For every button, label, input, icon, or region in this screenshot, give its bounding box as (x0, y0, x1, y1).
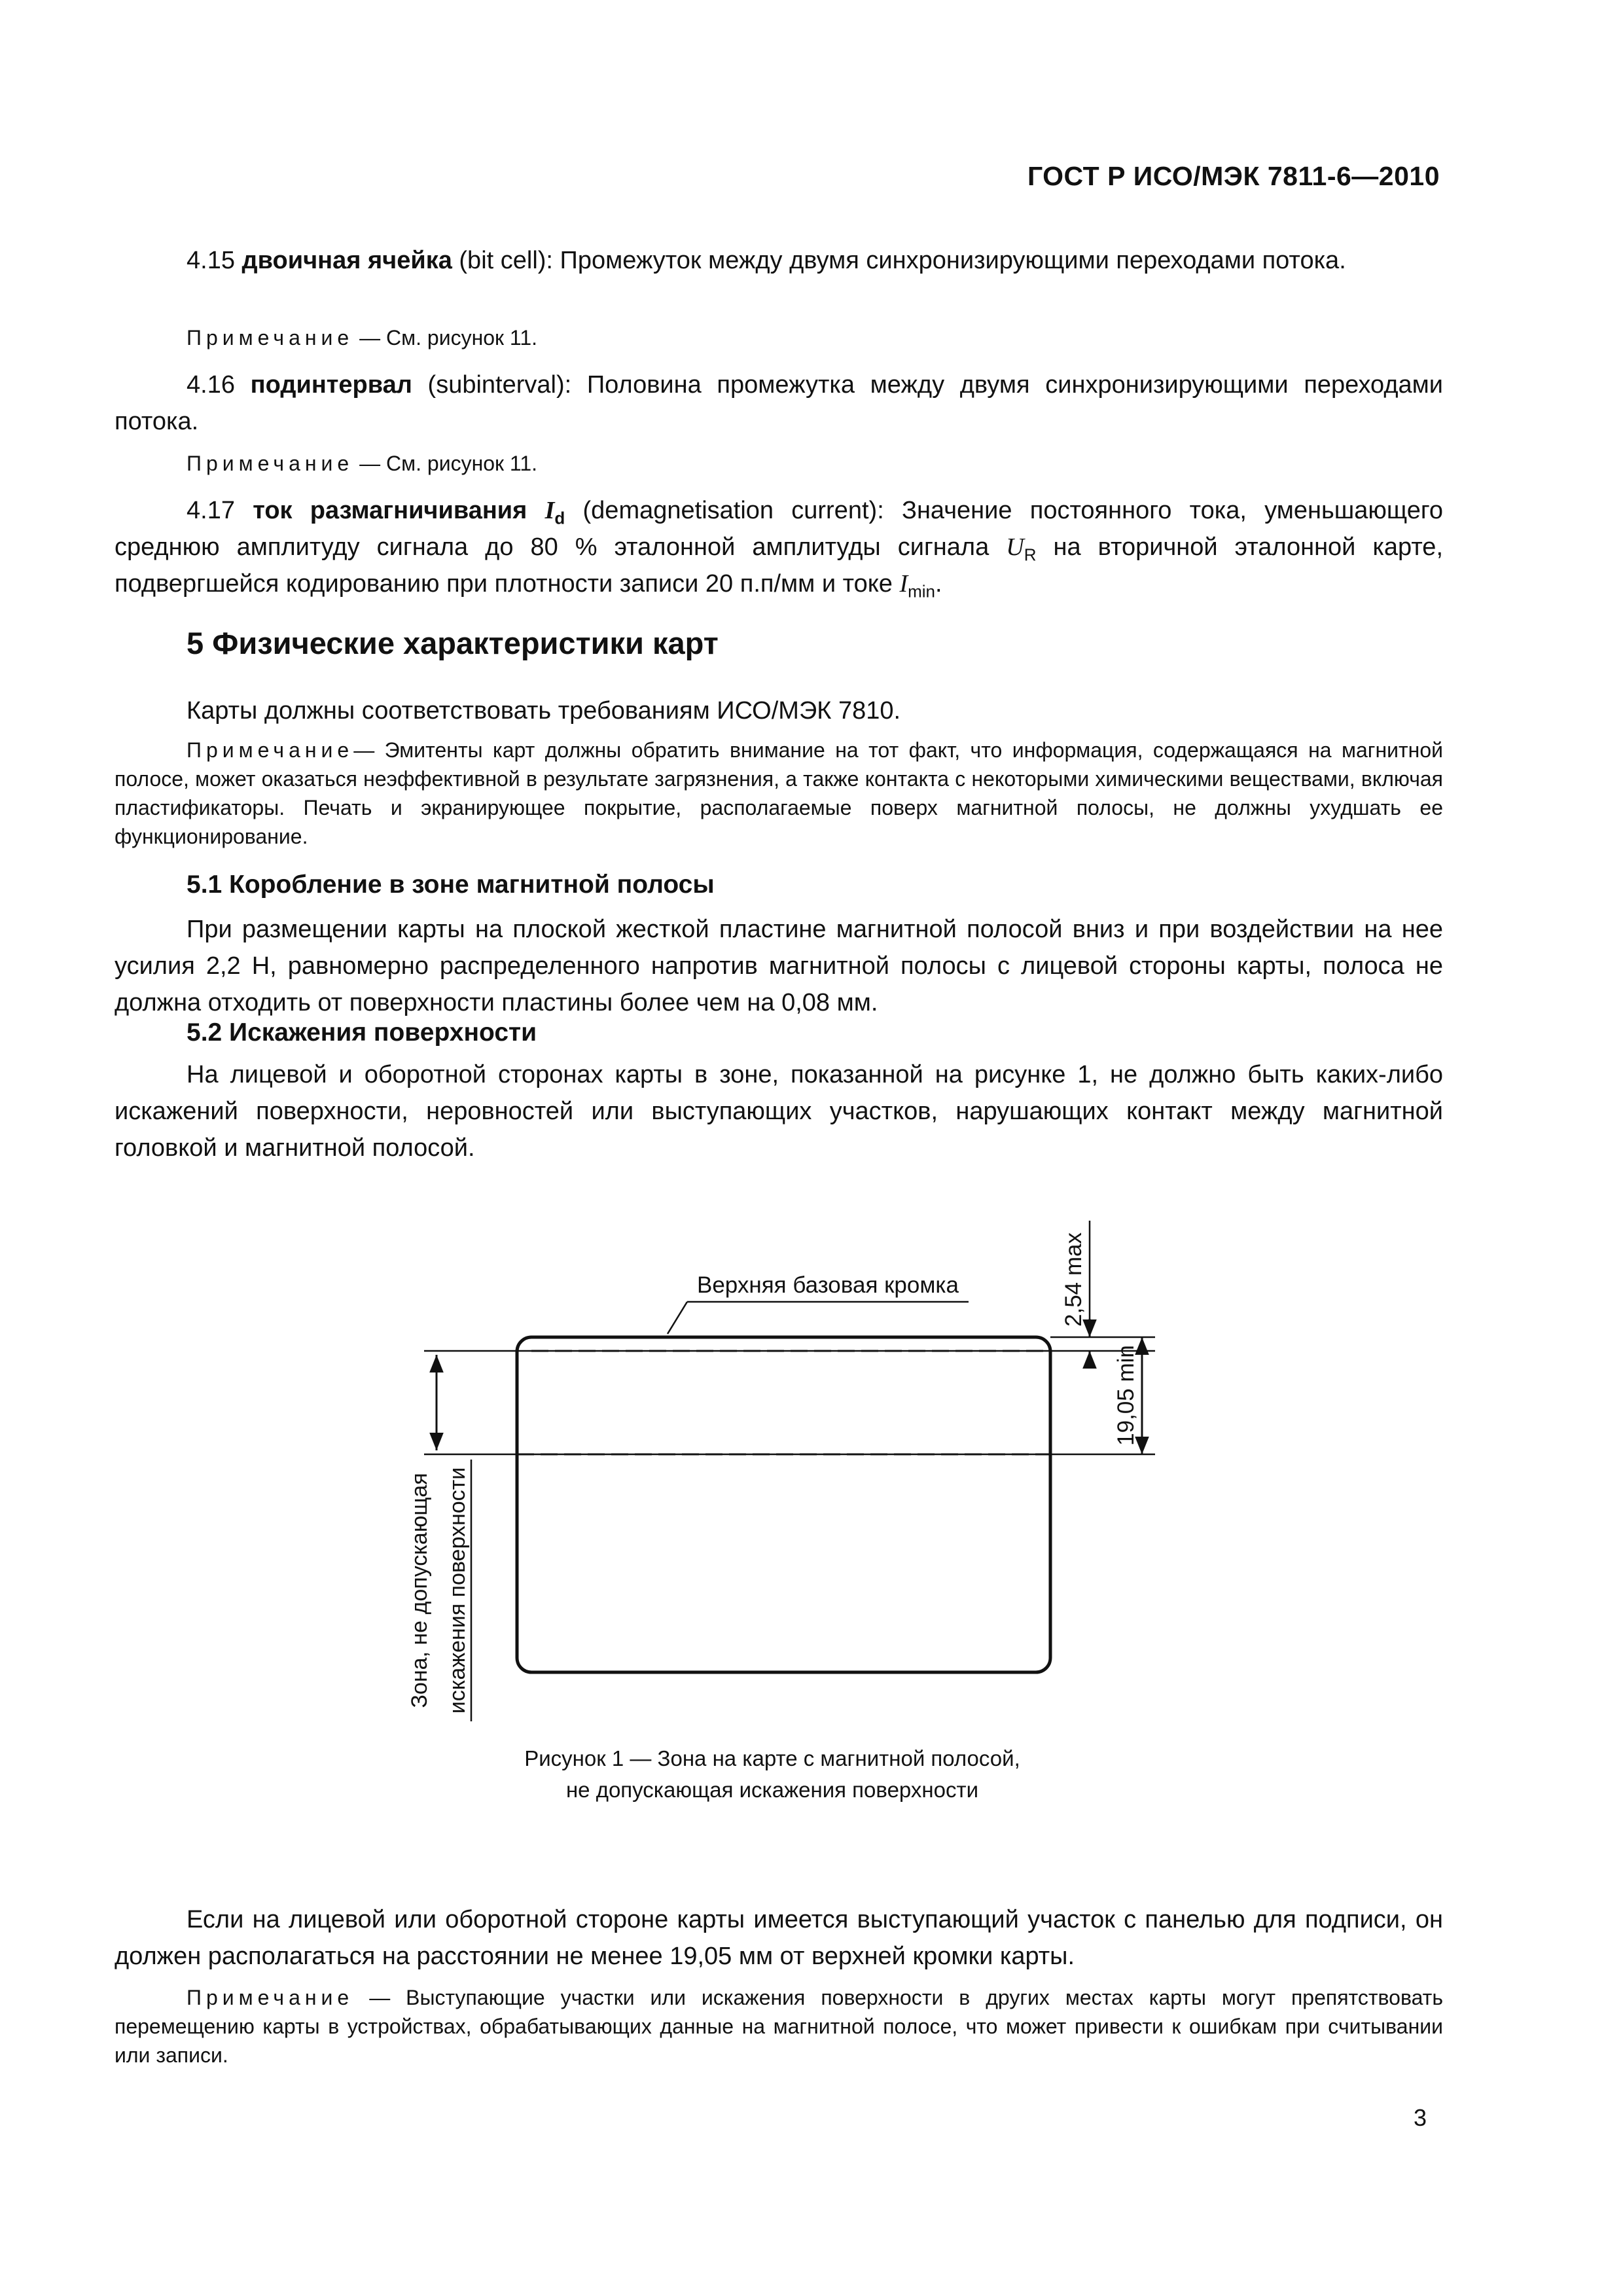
symbol: I (544, 497, 555, 524)
note-text: — Эмитенты карт должны обратить внимание на тот факт, что информация, содержащаяся на магнитной полосе, может оказаться неэффективной в результате загрязнения, а также контакта с некоторыми химическими веществами, включая пластификаторы. Печать и экранирующее покрытие, располагаемые поверх магнитной полосы, не должны ухудшать ее функционирование. (115, 738, 1443, 848)
note-text: — Выступающие участки или искажения поверхности в других местах карты могут препятствовать перемещению карты в устройствах, обрабатывающих данные на магнитной полосе, что может привести к ошибкам при считывании или записи. (115, 1986, 1444, 2067)
subsection-heading-5-2: 5.2 Искажения поверхности (187, 1018, 537, 1047)
note-label: Примечание (187, 452, 354, 475)
symbol-subscript: min (908, 581, 936, 601)
note-text: — См. рисунок 11. (359, 452, 538, 475)
zone-label-line-2: искажения поверхности (445, 1467, 470, 1714)
definition-text: (subinterval): Половина промежутка между двумя синхронизирующими переходами потока. (115, 371, 1443, 435)
signature-panel-paragraph: Если на лицевой или оборотной стороне карты имеется выступающий участок с панелью для подписи, он должен располагаться на расстоянии не менее 19,05 мм от верхней кромки карты. (115, 1906, 1443, 1970)
top-edge-label: Верхняя базовая кромка (697, 1272, 959, 1298)
section-5-paragraph: Карты должны соответствовать требованиям ИСО/МЭК 7810. (187, 697, 901, 725)
term: ток размагничивания (253, 497, 527, 524)
figure-caption: Рисунок 1 — Зона на карте с магнитной полосой, не допускающая искажения поверхности (524, 1746, 1020, 1802)
clause-number: 4.17 (187, 497, 235, 524)
top-edge-label-leader (668, 1302, 687, 1334)
definition-text: (bit cell): Промежуток между двумя синхронизирующими переходами потока. (452, 247, 1346, 274)
subsection-5-2-text: На лицевой и оборотной сторонах карты в зоне, показанной на рисунке 1, не должно быть каких-либо искажений поверхности, неровностей или выступающих участков, нарушающих контакт между магнитной головкой и магнитной полосой. (115, 1061, 1443, 1162)
clause-number: 4.16 (187, 371, 235, 399)
note-label: Примечание (187, 1986, 354, 2009)
definition-text: . (935, 570, 942, 598)
term: подинтервал (250, 371, 412, 399)
symbol-subscript: R (1024, 545, 1037, 565)
clause-number: 4.15 (187, 247, 235, 274)
symbol-subscript: d (554, 508, 565, 528)
zone-label-line-1: Зона, не допускающая (407, 1473, 432, 1708)
note-text: — См. рисунок 11. (359, 326, 538, 350)
note-label: Примечание (187, 738, 354, 762)
document-header: ГОСТ Р ИСО/МЭК 7811-6—2010 (1027, 161, 1440, 191)
term: двоичная ячейка (241, 247, 452, 274)
dim-19-05-label: 19,05 min (1113, 1345, 1139, 1446)
page-number: 3 (1414, 2104, 1427, 2131)
definition-text: на вторичной эталонной карте, подвергшейся кодированию при плотности записи 20 п.п/мм и токе (115, 533, 1444, 598)
symbol: I (899, 570, 908, 598)
card-outline (517, 1337, 1050, 1672)
note-label: Примечание (187, 326, 354, 350)
subsection-heading-5-1: 5.1 Коробление в зоне магнитной полосы (187, 870, 715, 899)
subsection-5-1-text: При размещении карты на плоской жесткой пластине магнитной полосой вниз и при воздействии на нее усилия 2,2 Н, равномерно распределенного напротив магнитной полосы с лицевой стороны карты, полоса не должна отходить от поверхности пластины более чем на 0,08 мм. (115, 916, 1443, 1016)
final-note (115, 1983, 1443, 2070)
definition-text: (demagnetisation current): Значение постоянного тока, уменьшающего среднюю амплитуду сигнала до 80 % эталонной амплитуды сигнала (115, 497, 1444, 561)
section-heading: 5 Физические характеристики карт (187, 626, 719, 660)
symbol: U (1006, 533, 1024, 561)
dim-2-54-label: 2,54 max (1061, 1232, 1086, 1327)
